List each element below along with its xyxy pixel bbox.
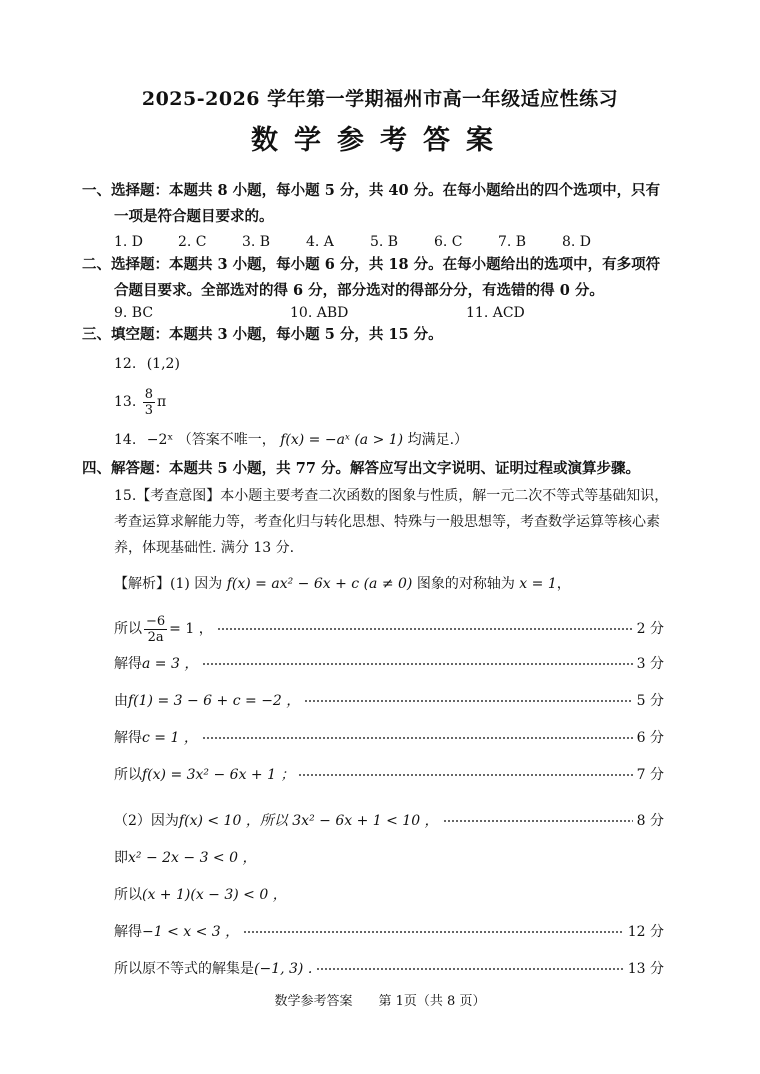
analysis-function: f(x) = ax² − 6x + c (a ≠ 0) bbox=[226, 576, 413, 592]
step-9-score: 12 分 bbox=[627, 924, 664, 940]
step-6-score: 8 分 bbox=[636, 813, 664, 829]
step-row bbox=[114, 614, 664, 644]
step-4-pre: 解得 bbox=[114, 730, 142, 746]
step-1-fraction bbox=[144, 614, 167, 645]
step-10-score: 13 分 bbox=[627, 961, 664, 977]
section-1-rest: 一项是符合题目要求的。 bbox=[114, 208, 274, 225]
step-7-pre: 即 bbox=[114, 850, 128, 866]
answer-7: 7. B bbox=[498, 234, 527, 250]
answer-14-note-expr: f(x) = −aˣ (a > 1) bbox=[280, 432, 404, 448]
step-4-score: 6 分 bbox=[636, 730, 664, 746]
step-8-pre: 所以 bbox=[114, 887, 142, 903]
step-1-pre: 所以 bbox=[114, 621, 142, 637]
answer-13-denominator: 3 bbox=[144, 402, 153, 418]
analysis-prefix: 【解析】(1) 因为 bbox=[114, 576, 223, 592]
answer-12 bbox=[114, 354, 180, 374]
leader-dots bbox=[217, 628, 633, 630]
question-15-analysis bbox=[114, 572, 571, 596]
section-2-head: 二、选择题：本题共 3 小题，每小题 6 分，共 18 分。在每小题给出的选项中，有多项符 bbox=[82, 256, 661, 273]
answer-13 bbox=[114, 382, 166, 422]
step-5-score: 7 分 bbox=[636, 767, 664, 783]
answer-14-note-b: 均满足.） bbox=[407, 432, 469, 448]
section-2-heading bbox=[82, 252, 682, 304]
answer-13-fraction bbox=[143, 387, 155, 418]
step-7-expr: x² − 2x − 3 < 0 ， bbox=[128, 850, 257, 866]
answer-2: 2. C bbox=[178, 234, 207, 250]
analysis-comma: ， bbox=[556, 576, 571, 592]
answer-3: 3. B bbox=[242, 234, 271, 250]
step-3-score: 5 分 bbox=[636, 693, 664, 709]
leader-dots bbox=[316, 968, 623, 970]
step-5-expr: f(x) = 3x² − 6x + 1 ； bbox=[142, 767, 295, 783]
section-2-answers bbox=[114, 303, 642, 323]
answer-10: 10. ABD bbox=[290, 305, 349, 321]
step-row bbox=[114, 957, 664, 981]
step-1-score: 2 分 bbox=[636, 621, 664, 637]
step-row bbox=[114, 763, 664, 787]
step-3-expr: f(1) = 3 − 6 + c = −2 ， bbox=[128, 693, 301, 709]
section-2-rest: 合题目要求。全部选对的得 6 分，部分选对的得部分分，有选错的得 0 分。 bbox=[114, 282, 604, 299]
leader-dots bbox=[304, 700, 632, 702]
section-3-head: 三、填空题：本题共 3 小题，每小题 5 分，共 15 分。 bbox=[82, 326, 443, 343]
section-1-heading bbox=[82, 178, 682, 230]
leader-dots bbox=[243, 931, 624, 933]
step-row bbox=[114, 689, 664, 713]
step-row bbox=[114, 883, 664, 907]
answer-1: 1. D bbox=[114, 234, 144, 250]
answer-8: 8. D bbox=[562, 234, 592, 250]
section-3-heading bbox=[82, 322, 682, 348]
step-2-expr: a = 3 ， bbox=[142, 656, 199, 672]
step-1-denominator: 2a bbox=[147, 629, 164, 645]
step-2-pre: 解得 bbox=[114, 656, 142, 672]
analysis-middle: 图象的对称轴为 bbox=[416, 576, 515, 592]
answer-12-label: 12. bbox=[114, 356, 137, 372]
page-footer: 数学参考答案 第 1页（共 8 页） bbox=[274, 994, 486, 1009]
step-8-expr: (x + 1)(x − 3) < 0 ， bbox=[142, 887, 287, 903]
answer-14-value: −2ˣ bbox=[146, 432, 174, 448]
question-15-intro: 15.【考查意图】本小题主要考查二次函数的图象与性质，解一元二次不等式等基础知识，考查运算求解能力等，考查化归与转化思想、特殊与一般思想等，考查数学运算等核心素养，体现基础性. 满分 13 分. bbox=[114, 488, 669, 556]
step-6-expr: f(x) < 10 ，所以 3x² − 6x + 1 < 10 ， bbox=[178, 813, 439, 829]
step-row bbox=[114, 726, 664, 750]
answer-12-value: (1,2) bbox=[146, 356, 180, 372]
answer-14 bbox=[114, 430, 468, 450]
step-9-expr: −1 < x < 3 ， bbox=[142, 924, 240, 940]
answer-9: 9. BC bbox=[114, 305, 154, 321]
leader-dots bbox=[298, 774, 632, 776]
step-row bbox=[114, 846, 664, 870]
answer-13-pi: π bbox=[157, 394, 167, 410]
step-1-post: = 1 ， bbox=[169, 621, 213, 637]
step-row bbox=[114, 920, 664, 944]
step-1-numerator: −6 bbox=[146, 613, 166, 629]
step-3-pre: 由 bbox=[114, 693, 128, 709]
analysis-axis: x = 1 bbox=[519, 576, 557, 592]
step-6-pre: （2）因为 bbox=[114, 813, 179, 829]
answer-11: 11. ACD bbox=[466, 305, 525, 321]
section-1-answers bbox=[114, 232, 626, 252]
step-9-pre: 解得 bbox=[114, 924, 142, 940]
section-4-heading bbox=[82, 456, 682, 482]
step-row bbox=[114, 809, 664, 833]
answer-14-note-a: （答案不唯一， bbox=[177, 432, 276, 448]
leader-dots bbox=[443, 820, 633, 822]
step-row bbox=[114, 652, 664, 676]
document-title: 2025-2026 学年第一学期福州市高一年级适应性练习 bbox=[141, 88, 619, 110]
section-1-head: 一、选择题：本题共 8 小题，每小题 5 分，共 40 分。在每小题给出的四个选项中，只有 bbox=[82, 182, 661, 199]
answer-4: 4. A bbox=[306, 234, 334, 250]
step-10-expr: (−1, 3) . bbox=[254, 961, 313, 977]
answer-13-numerator: 8 bbox=[144, 386, 153, 402]
answer-13-label: 13. bbox=[114, 394, 137, 410]
document-subtitle: 数学参考答案 bbox=[251, 125, 509, 156]
leader-dots bbox=[202, 663, 632, 665]
section-4-head: 四、解答题：本题共 5 小题，共 77 分。解答应写出文字说明、证明过程或演算步骤。 bbox=[82, 460, 640, 477]
leader-dots bbox=[202, 737, 633, 739]
step-2-score: 3 分 bbox=[636, 656, 664, 672]
answer-6: 6. C bbox=[434, 234, 463, 250]
step-4-expr: c = 1 ， bbox=[142, 730, 198, 746]
answer-14-label: 14. bbox=[114, 432, 137, 448]
answer-5: 5. B bbox=[370, 234, 399, 250]
step-10-pre: 所以原不等式的解集是 bbox=[114, 961, 254, 977]
step-5-pre: 所以 bbox=[114, 767, 142, 783]
